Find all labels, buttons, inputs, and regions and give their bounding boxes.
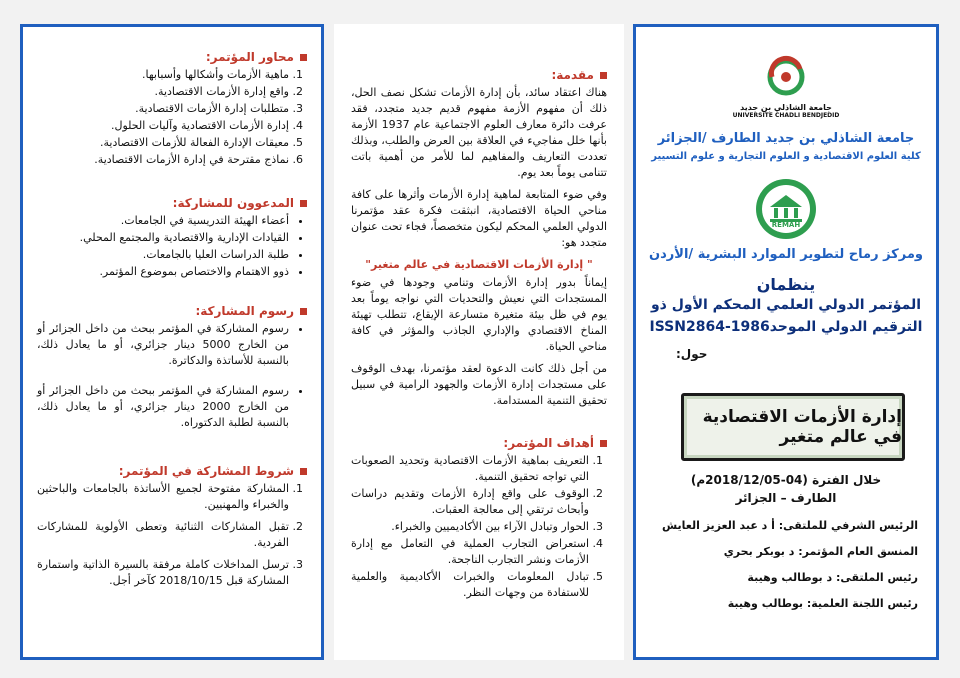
university-logo <box>636 55 936 119</box>
honorary-president: الرئيس الشرفي للملتقى: أ د عبد العزيز العايش <box>661 519 918 532</box>
center-name: ومركز رماح لتطوير الموارد البشرية /الأردن <box>649 247 923 262</box>
remah-logo <box>636 177 936 245</box>
intro-heading: مقدمة: <box>351 67 607 83</box>
bullet-square-icon <box>600 440 607 447</box>
list-item: 4. استعراض التجارب العملية في التعامل مع إدارة الأزمات ونشر التجارب الناجحة. <box>351 536 589 568</box>
about-label: حول: <box>676 347 708 361</box>
scientific-committee-chair: رئيس اللجنة العلمية: بوطالب وهيبة <box>727 597 918 610</box>
conditions-section <box>37 463 307 590</box>
faculty-name: كلية العلوم الاقتصادية و العلوم التجارية و علوم التسيير <box>651 151 921 162</box>
period-text: خلال الفترة (04-2018/12/05م) <box>690 473 882 487</box>
fees-section <box>37 303 307 432</box>
bullet-square-icon <box>300 54 307 61</box>
list-item: 1. ماهية الأزمات وأشكالها وأسبابها. <box>37 67 289 83</box>
committee-info <box>650 513 918 617</box>
invited-section <box>37 195 307 281</box>
conditions-list <box>37 481 307 589</box>
bullet-square-icon <box>600 72 607 79</box>
remah-logo-text: REMAH <box>771 221 801 229</box>
list-item: 1. المشاركة مفتوحة لجميع الأساتذة بالجامعات والباحثين والخبراء والمهنيين. <box>37 481 289 513</box>
goals-heading: أهداف المؤتمر: <box>351 435 607 451</box>
title-banner <box>681 393 905 461</box>
logo-latin-text: UNIVERSITE CHADLI BENDJEDID <box>732 112 840 119</box>
conditions-heading: شروط المشاركة في المؤتمر: <box>37 463 307 479</box>
intro-paragraph: هناك اعتقاد سائد، بأن إدارة الأزمات تشكل نصف الحل، ذلك أن مفهوم الأزمة مفهوم قديم جديد متجدد، فقد عرفت دائرة معارف العلوم الاجتماعية عام 1937 الأزمة بأنها خلل مفاجيء في العلاقة بين العرض والطلب، وبذلك تعددت التعاريف والمفاهيم لما للأمر من أهمية باتت تتنامى يوماً بعد يوم. <box>351 86 607 179</box>
list-item: 6. نماذج مقترحة في إدارة الأزمات الاقتصادية. <box>37 152 289 168</box>
intro-section <box>351 67 607 415</box>
intro-paragraph: إيماناً بدور إدارة الأزمات وتنامي وجودها في ضوء المستجدات التي نعيش والتحديات التي نواجه يوماً بعد يوم في ظل بيئة متغيرة متسارعة الإيقاع، تتطلب تهيئة المناخ الاقتصادي والإداري الجاذب والمؤثر في كافة مناحي الحياة. <box>351 276 607 353</box>
list-item: 2. واقع إدارة الأزمات الاقتصادية. <box>37 84 289 100</box>
organize-label: ينظمان <box>756 275 816 294</box>
list-item: 1. التعريف بماهية الأزمات الاقتصادية وتحديد الصعوبات التي تواجه تحقيق التنمية. <box>351 453 589 485</box>
university-emblem-icon <box>756 55 816 99</box>
list-item: • ذوو الاهتمام والاختصاص بموضوع المؤتمر. <box>37 264 289 280</box>
list-item: 2. الوقوف على واقع إدارة الأزمات وتقديم دراسات وأبحاث ترتقي إلى معالجة العقبات. <box>351 486 589 518</box>
left-panel <box>20 24 324 660</box>
title-quote: " إدارة الأزمات الاقتصادية في عالم متغير" <box>365 258 593 271</box>
fees-heading: رسوم المشاركة: <box>37 303 307 319</box>
conference-line-2: الترقيم الدولي الموحدISSN2864-1986 <box>649 319 923 335</box>
goals-list <box>351 453 607 601</box>
list-item: • أعضاء الهيئة التدريسية في الجامعات. <box>37 213 289 229</box>
list-item: • طلبة الدراسات العليا بالجامعات. <box>37 247 289 263</box>
remah-emblem-icon <box>754 177 818 241</box>
invited-heading: المدعوون للمشاركة: <box>37 195 307 211</box>
conference-line-1: المؤتمر الدولي العلمي المحكم الأول ذو <box>650 297 922 313</box>
axes-section <box>37 49 307 169</box>
banner-text: إدارة الأزمات الاقتصادية في عالم متغير <box>702 407 902 447</box>
list-item: • رسوم المشاركة في المؤتمر ببحث من داخل الجزائر أو من الخارج 2000 دينار جزائري، أو ما يعادل ذلك، بالنسبة لطلبة الدكتوراه. <box>37 383 289 431</box>
bullet-square-icon <box>300 308 307 315</box>
general-coordinator: المنسق العام المؤتمر: د بوبكر بحري <box>723 545 918 558</box>
list-item: • رسوم المشاركة في المؤتمر ببحث من داخل الجزائر أو من الخارج 5000 دينار جزائري، أو ما يعادل ذلك، بالنسبة للأساتذة والدكاترة. <box>37 321 289 369</box>
axes-heading: محاور المؤتمر: <box>37 49 307 65</box>
list-item: 5. معيقات الإدارة الفعالة للأزمات الاقتصادية. <box>37 135 289 151</box>
middle-panel <box>334 24 624 660</box>
bullet-square-icon <box>300 468 307 475</box>
list-item: 2. تقبل المشاركات الثنائية وتعطى الأولوية للمشاركات الفردية. <box>37 519 289 551</box>
intro-paragraph: من أجل ذلك كانت الدعوة لعقد مؤتمرنا، بهدف الوقوف على مستجدات إدارة الأزمات والجهود الرامية في سبيل تحقيق التنمية المستدامة. <box>351 362 607 407</box>
logo-arabic-text: جامعة الشاذلي بن جديد <box>740 103 832 112</box>
university-name: جامعة الشاذلي بن جديد الطارف /الجزائر <box>657 131 915 146</box>
fees-list <box>37 321 307 431</box>
axes-list <box>37 67 307 168</box>
right-panel <box>633 24 939 660</box>
list-item: • القيادات الإدارية والاقتصادية والمجتمع المحلي. <box>37 230 289 246</box>
forum-chair: رئيس الملتقى: د بوطالب وهيبة <box>747 571 918 584</box>
list-item: 4. إدارة الأزمات الاقتصادية وآليات الحلول. <box>37 118 289 134</box>
list-item: 3. ترسل المداخلات كاملة مرفقة بالسيرة الذاتية واستمارة المشاركة قبل 2018/10/15 كآخر أجل. <box>37 557 289 589</box>
invited-list <box>37 213 307 280</box>
place-text: الطارف – الجزائر <box>735 491 837 505</box>
intro-paragraph: وفي ضوء المتابعة لماهية إدارة الأزمات وأثرها على كافة مناحي الحياة الاقتصادية، انبثقت فكرة عقد مؤتمرنا الدولي العلمي المحكم ليكون متخصصاً، فجاء تحت عنوان متجدد هو: <box>351 188 607 249</box>
list-item: 3. متطلبات إدارة الأزمات الاقتصادية. <box>37 101 289 117</box>
bullet-square-icon <box>300 200 307 207</box>
list-item: 3. الحوار وتبادل الآراء بين الأكاديميين والخبراء. <box>351 519 589 535</box>
goals-section <box>351 435 607 602</box>
list-item: 5. تبادل المعلومات والخبرات الأكاديمية والعلمية للاستفادة من وجهات النظر. <box>351 569 589 601</box>
